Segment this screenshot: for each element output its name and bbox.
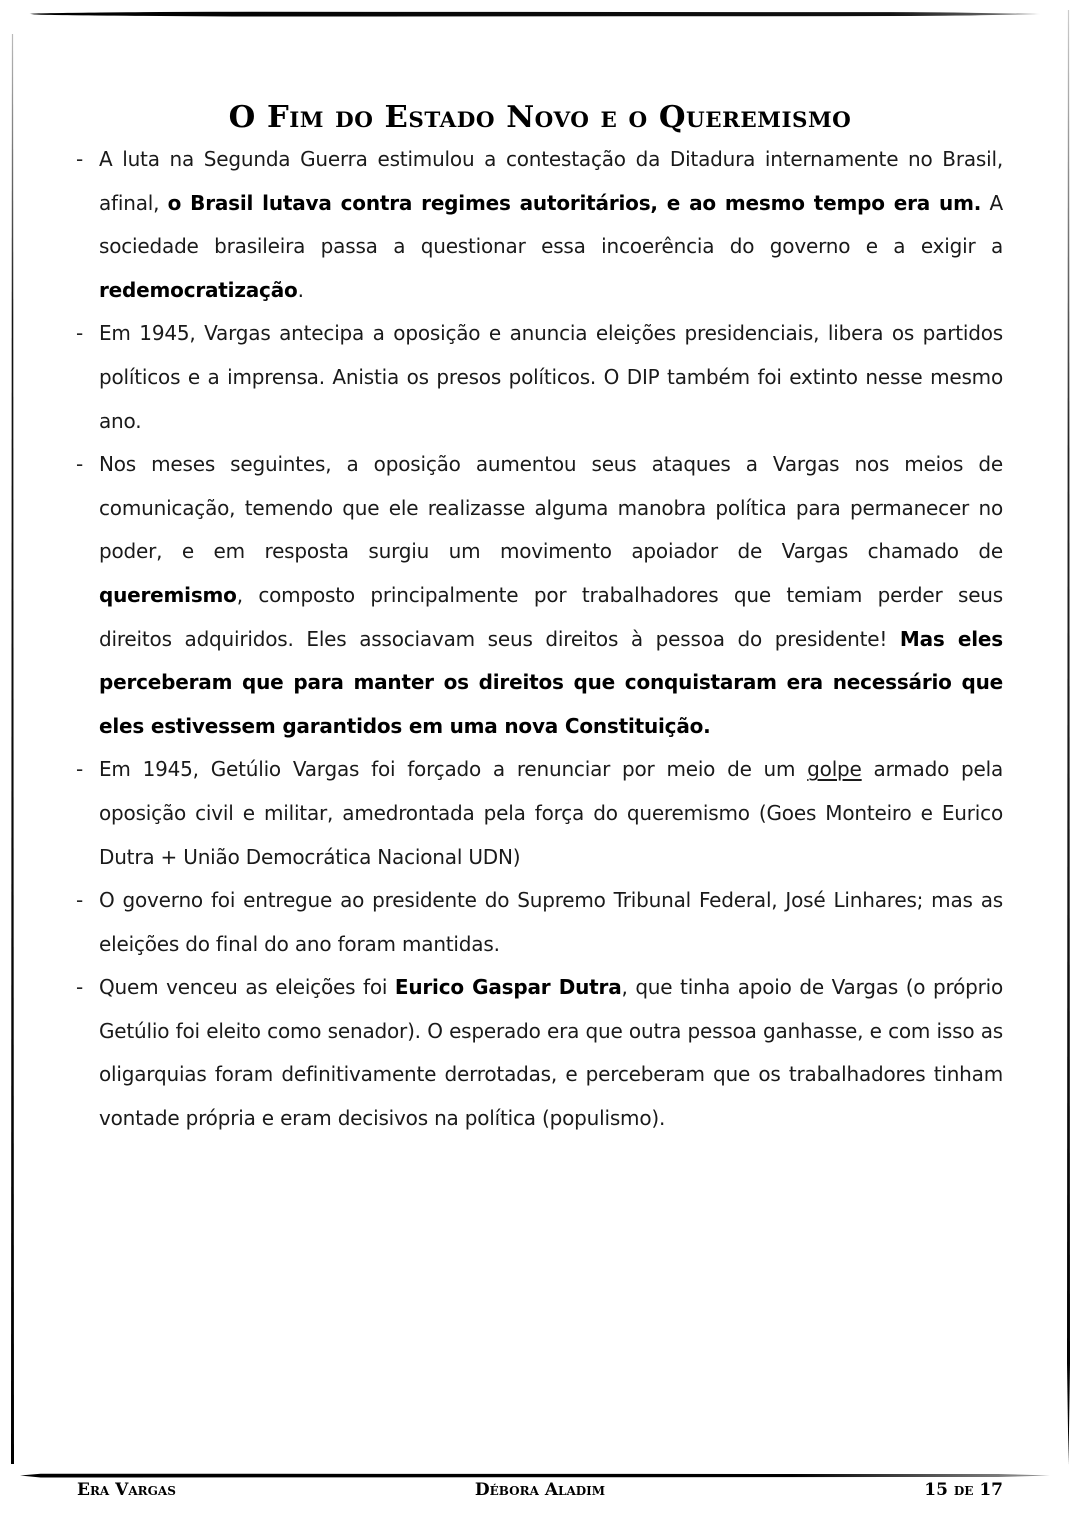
bold-text: redemocratização: [99, 277, 298, 302]
list-item: [76, 443, 1003, 748]
list-item: [76, 138, 1003, 312]
text-segment: .: [297, 277, 304, 302]
right-border-stroke: [1067, 10, 1070, 1465]
list-item: [76, 312, 1003, 443]
bullet-list: [76, 138, 1004, 1141]
top-border-stroke: [29, 11, 1041, 17]
footer-page-number: 15 de 17: [924, 1480, 1003, 1500]
bullet-dash: -: [76, 757, 84, 782]
underlined-text: golpe: [807, 757, 862, 782]
page-title: O Fim do Estado Novo e o Queremismo: [228, 100, 852, 136]
text-segment: Nos meses seguintes, a oposição aumentou seus ataques a Vargas nos meios de comunicação, temendo que ele realizasse alguma manobra política para permanecer no poder, e em resposta surgiu um movimento apoiador de Vargas chamado de: [99, 452, 1003, 564]
footer-author: Débora Aladim: [474, 1480, 606, 1500]
text-segment: , composto principalmente por trabalhadores que temiam perder seus direitos adquiridos. Eles associavam seus direitos à pessoa do presidente!: [99, 582, 1003, 651]
bottom-border-stroke: [20, 1473, 1050, 1478]
bullet-dash: -: [76, 452, 84, 477]
bold-text: Eurico Gaspar Dutra: [394, 975, 622, 1000]
bold-text: queremismo: [99, 582, 237, 607]
text-segment: Em 1945, Vargas antecipa a oposição e anuncia eleições presidenciais, libera os partidos políticos e a imprensa. Anistia os presos políticos. O DIP também foi extinto nesse mesmo ano.: [99, 321, 1003, 433]
list-item: [76, 748, 1004, 879]
text-segment: A sociedade brasileira passa a questionar essa incoerência do governo e a exigir a: [99, 190, 1003, 259]
footer-subject: Era Vargas: [77, 1480, 176, 1500]
bold-text: o Brasil lutava contra regimes autoritários, e ao mesmo tempo era um.: [167, 190, 982, 215]
text-segment: O governo foi entregue ao presidente do Supremo Tribunal Federal, José Linhares; mas as eleições do final do ano foram mantidas.: [99, 888, 1003, 956]
text-segment: armado pela oposição civil e militar, amedrontada pela força do queremismo (Goes Monteiro e Eurico Dutra + União Democrática Nacional UDN): [99, 757, 1004, 869]
text-segment: Quem venceu as eleições foi: [99, 975, 395, 1000]
left-border-stroke: [11, 34, 14, 1464]
text-segment: Em 1945, Getúlio Vargas foi forçado a renunciar por meio de um: [99, 757, 808, 782]
list-item: [76, 966, 1004, 1140]
bullet-dash: -: [76, 975, 84, 1000]
list-item: [76, 879, 1003, 966]
bullet-dash: -: [76, 321, 84, 346]
bold-text: Mas eles perceberam que para manter os direitos que conquistaram era necessário que eles estivessem garantidos em uma nova Constituição.: [99, 626, 1003, 738]
bullet-dash: -: [76, 147, 84, 171]
bullet-dash: -: [76, 888, 84, 913]
text-segment: A luta na Segunda Guerra estimulou a contestação da Ditadura internamente no Brasil, afinal,: [99, 147, 1003, 215]
text-segment: , que tinha apoio de Vargas (o próprio Getúlio foi eleito como senador). O esperado era que outra pessoa ganhasse, e com isso as oligarquias foram definitivamente derrotadas, e perceberam que os trabalhadores tinham vontade própria e eram decisivos na política (populismo).: [99, 975, 1004, 1131]
